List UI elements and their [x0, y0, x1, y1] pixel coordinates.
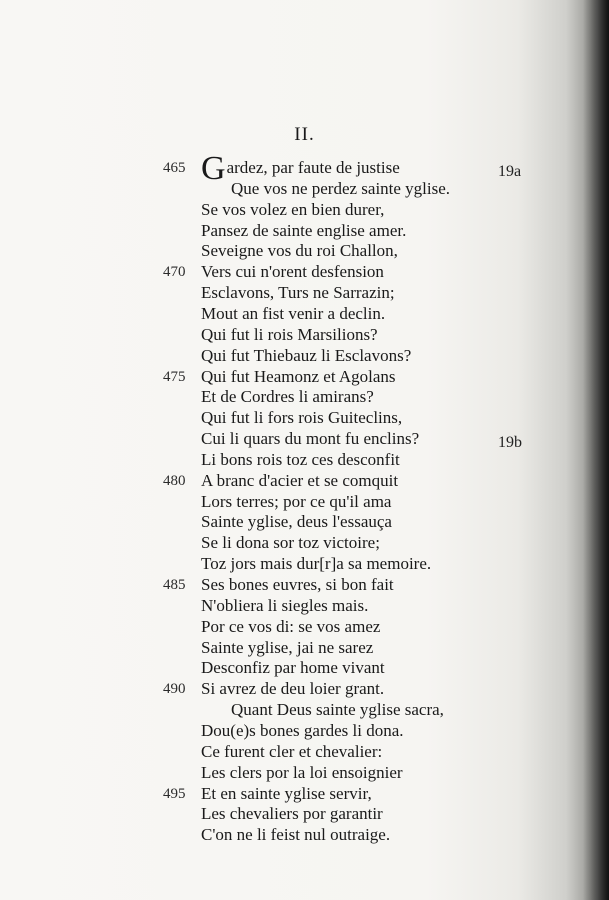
- verse-line: [0, 220, 560, 241]
- verse-line: [0, 240, 560, 261]
- verse-line: [0, 261, 560, 282]
- verse-line: [0, 150, 560, 187]
- line-number: 465: [163, 160, 186, 176]
- first-verse-rest: ardez, par faute de justise: [226, 158, 400, 177]
- verse-line: [0, 303, 560, 324]
- verse-line: [0, 449, 560, 470]
- verse-text: Qui fut li rois Marsilions?: [201, 324, 378, 344]
- verse-line: [0, 595, 560, 616]
- verse-text: Sainte yglise, deus l'essauça: [201, 512, 392, 532]
- folio-mark: 19b: [498, 434, 522, 452]
- verse-line: [0, 511, 560, 532]
- line-number: 495: [163, 785, 186, 802]
- verse-line: [0, 345, 560, 366]
- verse-line: [0, 491, 560, 512]
- section-heading: II.: [294, 124, 315, 145]
- verse-text: Se vos volez en bien durer,: [201, 199, 385, 219]
- verse-line: [0, 407, 560, 428]
- verse-line: [0, 366, 560, 387]
- verse-text: Ses bones euvres, si bon fait: [201, 575, 394, 594]
- verse-text: Les chevaliers por garantir: [201, 804, 383, 824]
- verse-text: Li bons rois toz ces desconfit: [201, 449, 400, 469]
- verse-line: [0, 574, 560, 595]
- verse-text: Se li dona sor toz victoire;: [201, 533, 380, 553]
- verse-text: Les clers por la loi ensoignier: [201, 762, 403, 782]
- line-number: 475: [163, 368, 186, 385]
- verse-text: Lors terres; por ce qu'il ama: [201, 491, 392, 511]
- verse-text: Qui fut Heamonz et Agolans: [201, 366, 396, 386]
- verse-line: [0, 657, 560, 678]
- verse-text: Et en sainte yglise servir,: [201, 783, 372, 803]
- verse-line: [0, 199, 560, 220]
- verse-text: A branc d'acier et se comquit: [201, 470, 399, 490]
- verse-line: [0, 532, 560, 553]
- verse-text: Ce furent cler et chevalier:: [201, 741, 383, 761]
- verse-line: [0, 699, 560, 720]
- verse-line: [0, 178, 560, 199]
- line-number: 490: [163, 681, 186, 698]
- verse-line: [0, 824, 560, 845]
- verse-text: Pansez de sainte englise amer.: [201, 220, 407, 240]
- verse-text: Qui fut Thiebauz li Esclavons?: [201, 345, 412, 365]
- verse-line: [0, 720, 560, 741]
- line-number: 470: [163, 264, 186, 281]
- verse-text: Por ce vos di: se vos amez: [201, 616, 381, 636]
- verse-text: Cui li quars du mont fu enclins?: [201, 429, 420, 449]
- verse-line: [0, 470, 560, 491]
- verse-text: Desconfiz par home vivant: [201, 658, 385, 678]
- verse-line: [0, 783, 560, 804]
- first-verse-text: [201, 150, 400, 187]
- verse-text: Esclavons, Turs ne Sarrazin;: [201, 283, 395, 303]
- verse-text: Vers cui n'orent desfension: [201, 262, 384, 282]
- verse-line: [0, 741, 560, 762]
- verse-text: Sainte yglise, jai ne sarez: [201, 637, 374, 657]
- verse-text: Que vos ne perdez sainte yglise.: [231, 178, 451, 198]
- verse-text: Si avrez de deu loier grant.: [201, 679, 385, 699]
- verse-text: Mout an fist venir a declin.: [201, 303, 386, 323]
- verse-text: Quant Deus sainte yglise sacra,: [231, 700, 444, 720]
- verse-text: Seveigne vos du roi Challon,: [201, 241, 398, 261]
- drop-initial: G: [201, 150, 226, 187]
- folio-mark: 19a: [498, 163, 522, 180]
- line-number: 485: [163, 577, 186, 593]
- verse-line: [0, 616, 560, 637]
- verse-line: [0, 553, 560, 574]
- verse-line: [0, 678, 560, 699]
- line-number: 480: [163, 472, 186, 489]
- verse-line: [0, 386, 560, 407]
- verse-text: C'on ne li feist nul outraige.: [201, 825, 391, 845]
- verse-text: N'obliera li siegles mais.: [201, 595, 369, 615]
- verse-text: Qui fut li fors rois Guiteclins,: [201, 408, 403, 428]
- verse-text: Toz jors mais dur[r]a sa memoire.: [201, 554, 432, 574]
- verse-line: [0, 762, 560, 783]
- verse-line: [0, 803, 560, 824]
- verse-text: Dou(e)s bones gardes li dona.: [201, 720, 404, 740]
- verse-text: Et de Cordres li amirans?: [201, 387, 374, 407]
- verse-line: [0, 637, 560, 658]
- verse-line: [0, 282, 560, 303]
- verse-line: [0, 428, 560, 449]
- verse-line: [0, 324, 560, 345]
